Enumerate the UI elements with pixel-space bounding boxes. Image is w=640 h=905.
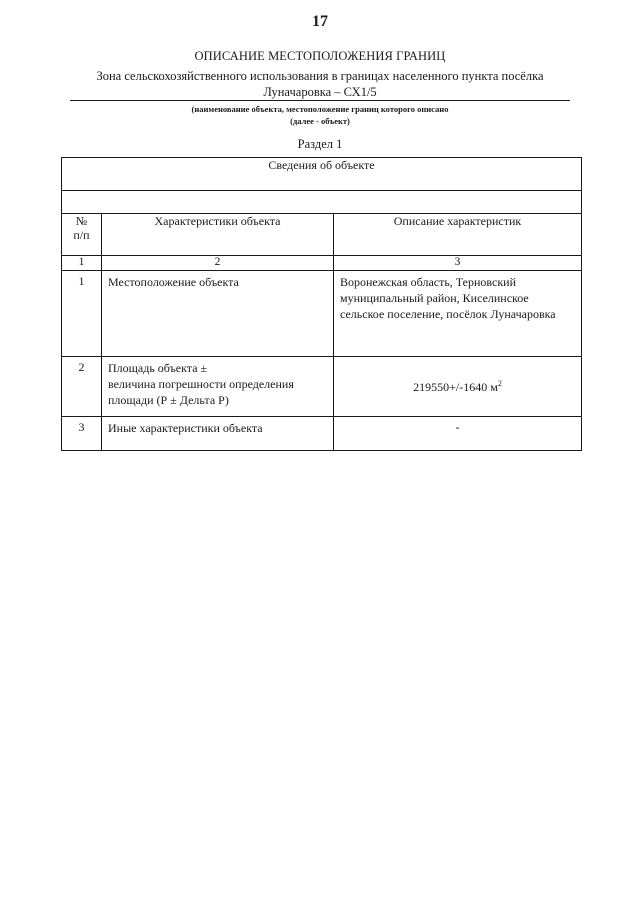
header-number-line-1: № [75, 214, 88, 228]
column-number-3: 3 [334, 256, 582, 271]
row-number: 3 [62, 417, 102, 451]
area-unit-superscript: 2 [497, 378, 502, 388]
table-row [62, 271, 582, 357]
table-title-row [62, 158, 582, 191]
column-number-row [62, 256, 582, 271]
row-characteristic: Местоположение объекта [102, 271, 334, 357]
header-description: Описание характеристик [334, 214, 582, 256]
area-value: 219550+/-1640 м [413, 379, 498, 394]
row-description [334, 357, 582, 417]
object-name-line-1: Зона сельскохозяйственного использования в границах населенного пункта посёлка [96, 69, 544, 83]
object-info-table [61, 157, 582, 451]
column-number-1: 1 [62, 256, 102, 271]
section-label: Раздел 1 [297, 137, 343, 151]
object-name-line-2: Луначаровка – СХ1/5 [263, 85, 377, 99]
table-header-row [62, 214, 582, 256]
row-description: - [334, 417, 582, 451]
caption-line-1: (наименование объекта, местоположение границ которого описано [191, 104, 449, 114]
row-description: Воронежская область, Терновский муниципальный район, Киселинское сельское поселение, посёлок Луначаровка [334, 271, 582, 357]
table-title: Сведения об объекте [62, 158, 582, 191]
header-number-line-2: п/п [73, 228, 90, 242]
row-characteristic: Иные характеристики объекта [102, 417, 334, 451]
document-title: ОПИСАНИЕ МЕСТОПОЛОЖЕНИЯ ГРАНИЦ [194, 49, 446, 63]
column-number-2: 2 [102, 256, 334, 271]
object-name [70, 68, 570, 100]
row-characteristic [102, 357, 334, 417]
row-characteristic-line-1: Площадь объекта ± [108, 361, 208, 375]
caption-line-2: (далее - объект) [290, 116, 350, 126]
table-row [62, 357, 582, 417]
header-characteristics: Характеристики объекта [102, 214, 334, 256]
row-number: 1 [62, 271, 102, 357]
blank-cell [62, 191, 582, 214]
table-row [62, 417, 582, 451]
row-characteristic-line-2: величина погрешности определения площади (Р ± Дельта Р) [108, 377, 294, 407]
page-number: 17 [312, 13, 328, 30]
object-name-underline [70, 100, 570, 101]
header-number [62, 214, 102, 256]
object-name-caption [70, 103, 570, 127]
row-number: 2 [62, 357, 102, 417]
table-blank-row [62, 191, 582, 214]
